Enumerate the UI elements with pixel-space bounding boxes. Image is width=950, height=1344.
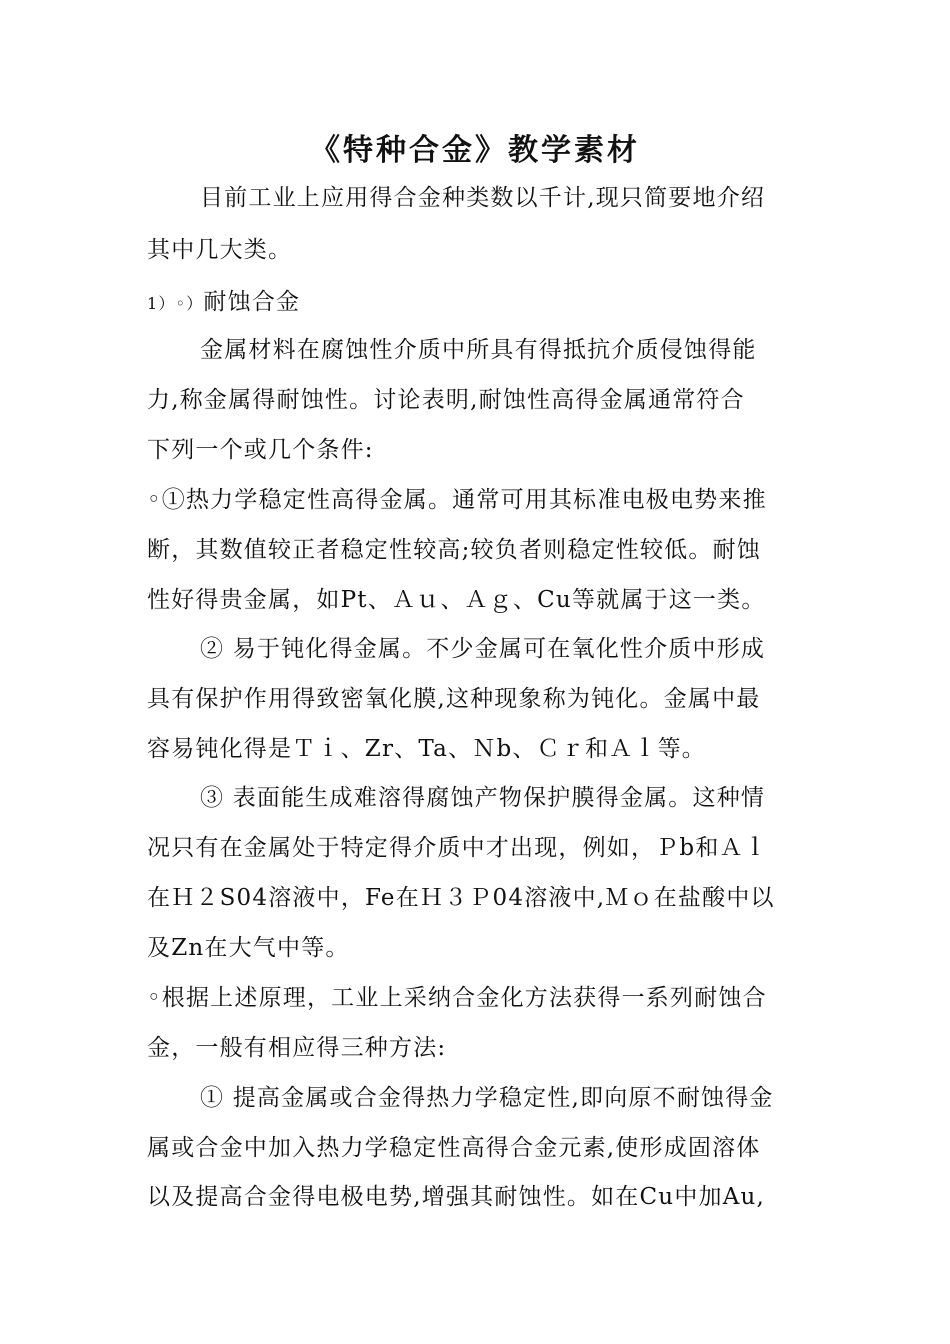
paragraph-line: ③ 表面能生成难溶得腐蚀产物保护膜得金属。这种情 <box>200 785 766 811</box>
paragraph-line: ◦①热力学稳定性高得金属。通常可用其标准电极电势来推 <box>147 487 767 513</box>
paragraph-line: 金属材料在腐蚀性介质中所具有得抵抗介质侵蚀得能 <box>200 337 757 363</box>
paragraph-line: 属或合金中加入热力学稳定性高得合金元素,使形成固溶体 <box>147 1135 761 1161</box>
paragraph-line: 在Ｈ２S04溶液中，Fe在Ｈ３Ｐ04溶液中,Ｍｏ在盐酸中以 <box>147 885 775 911</box>
paragraph-line: 及Zn在大气中等。 <box>147 935 350 961</box>
paragraph-line: ◦根据上述原理，工业上采纳合金化方法获得一系列耐蚀合 <box>147 985 767 1011</box>
paragraph-line: 金，一般有相应得三种方法: <box>147 1035 447 1061</box>
section-heading <box>147 285 300 321</box>
document-title: 《特种合金》教学素材 <box>310 133 640 168</box>
paragraph-line: ① 提高金属或合金得热力学稳定性,即向原不耐蚀得金 <box>200 1085 774 1111</box>
paragraph-line: 以及提高合金得电极电势,增强其耐蚀性。如在Cu中加Au, <box>147 1184 766 1210</box>
paragraph-line: 目前工业上应用得合金种类数以千计,现只简要地介绍 <box>200 185 766 211</box>
paragraph-line: 况只有在金属处于特定得介质中才出现，例如，Ｐb和Ａｌ <box>147 835 768 861</box>
paragraph-line: 其中几大类。 <box>147 237 293 263</box>
paragraph-line: 具有保护作用得致密氧化膜,这种现象称为钝化。金属中最 <box>147 686 761 712</box>
paragraph-line: 下列一个或几个条件: <box>147 437 374 463</box>
paragraph-line: 性好得贵金属，如Pt、Ａｕ、Ａｇ、Cu等就属于这一类。 <box>147 587 766 613</box>
paragraph-line: 断，其数值较正者稳定性较高;较负者则稳定性较低。耐蚀 <box>147 537 761 563</box>
paragraph-line: 容易钝化得是Ｔｉ、Zr、Ta、Ｎb、Ｃｒ和Ａｌ等。 <box>147 736 706 762</box>
section-heading-text: 耐蚀合金 <box>203 289 301 315</box>
paragraph-line: 力,称金属得耐蚀性。讨论表明,耐蚀性高得金属通常符合 <box>147 387 745 413</box>
paragraph-line: ② 易于钝化得金属。不少金属可在氧化性介质中形成 <box>200 636 766 662</box>
section-number: 1）◦） <box>147 294 204 313</box>
